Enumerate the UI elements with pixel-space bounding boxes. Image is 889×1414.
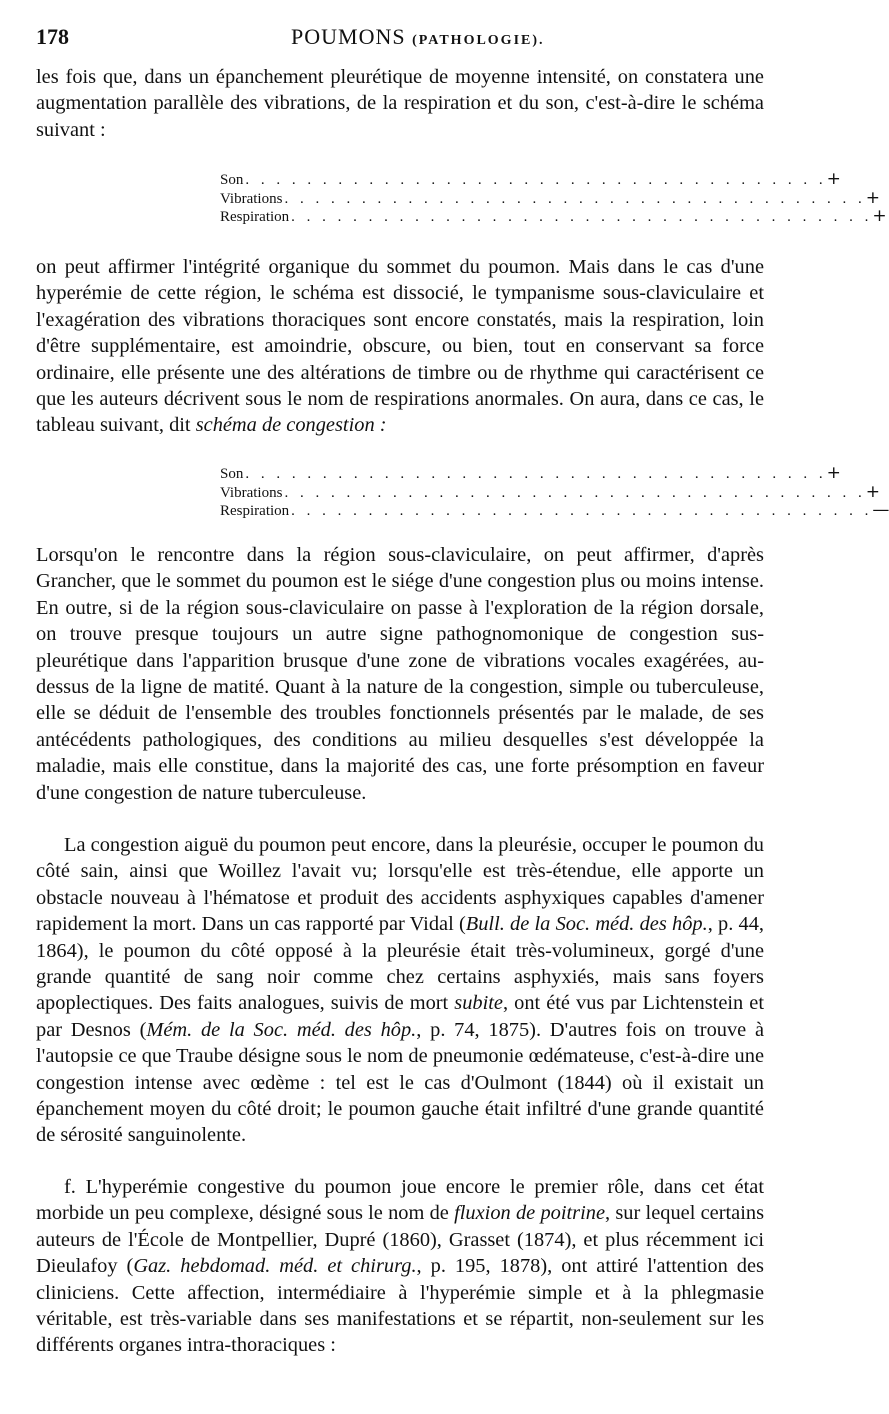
paragraph-text: , sur lequel certains auteurs de l'École de Montpellier, Dupré (1860), Grasset (1874), et plus récemment ici Dieulafoy ( bbox=[36, 1202, 764, 1278]
paragraph-hyperemia bbox=[36, 254, 764, 439]
paragraph-acute-congestion bbox=[36, 832, 764, 1149]
schema-row bbox=[220, 500, 889, 520]
paragraph-emphasis: schéma de congestion : bbox=[195, 414, 387, 437]
schema-sign: + bbox=[872, 206, 887, 226]
leader-dots: . . . . . . . . . . . . . . . . . . . . . . . . . . . . . . . . . . . . . . bbox=[245, 172, 827, 188]
paragraph-text: on peut affirmer l'intégrité organique du sommet du poumon. Mais dans le cas d'une hyperémie de cette région, le schéma est dissocié, le tympanisme sous-claviculaire et l'exagération des vibrations thoraciques sont encore constatés, mais la respiration, loin d'être supplémentaire, est amoindrie, obscure, ou bien, tout en conservant sa force ordinaire, elle présente une des altérations de timbre ou de rhythme qui caractérisent ce que les auteurs décrivent sous le nom de respirations anormales. On aura, dans ce cas, le tableau suivant, dit bbox=[36, 256, 764, 437]
running-head-subtitle: (PATHOLOGIE). bbox=[412, 33, 545, 48]
leader-dots: . . . . . . . . . . . . . . . . . . . . . . . . . . . . . . . . . . . . . . bbox=[291, 209, 873, 225]
leader-dots: . . . . . . . . . . . . . . . . . . . . . . . . . . . . . . . . . . . . . . bbox=[245, 466, 827, 482]
schema-sign: + bbox=[865, 481, 880, 502]
schema-normal bbox=[220, 169, 887, 226]
paragraph-text: , p. 74, 1875). D'autres fois on trouve à l'autopsie ce que Traube désigne sous le nom de pneumonie œdémateuse, c'est-à-dire une congestion intense avec œdème : tel est le cas d'Oulmont (1844) où il existait un épanchement moyen du côté droit; le poumon gauche était infiltré d'une grande quantité de sérosité sanguinolente. bbox=[36, 1018, 764, 1147]
schema-row bbox=[220, 206, 887, 226]
paragraph-text: f. L'hyperémie congestive du poumon joue encore le premier rôle, dans cet état morbide un peu complexe, désigné sous le nom de bbox=[36, 1176, 764, 1225]
running-head bbox=[291, 24, 545, 50]
paragraph-congestion-site: Lorsqu'on le rencontre dans la région sous-claviculaire, on peut affirmer, d'après Grancher, que le sommet du poumon est le siége d'une congestion plus ou moins intense. En outre, si de la région sous-claviculaire on passe à l'exploration de la région dorsale, on trouve presque toujours un autre signe pathognomonique de congestion sus-pleurétique dans l'apparition brusque d'une zone de vibrations vocales exagérées, au-dessus de la ligne de matité. Quant à la nature de la congestion, simple ou tuberculeuse, elle se déduit de l'ensemble des troubles fonctionnels présentés par le malade, de ses antécédents pathologiques, des conditions au milieu desquelles s'est développée la maladie, mais elle constitue, dans la majorité des cas, une forte présomption en faveur d'une congestion de nature tuberculeuse. bbox=[36, 544, 764, 804]
leader-dots: . . . . . . . . . . . . . . . . . . . . . . . . . . . . . . . . . . . . . . bbox=[284, 190, 866, 207]
schema-label: Respiration bbox=[220, 209, 290, 225]
schema-row bbox=[220, 187, 880, 208]
paragraph-text: , ont été vus par Lichtenstein et par Desnos ( bbox=[36, 992, 764, 1041]
running-head-title: POUMONS bbox=[291, 24, 406, 49]
schema-sign: + bbox=[826, 169, 841, 189]
citation-title: Mém. de la Soc. méd. des hôp. bbox=[146, 1018, 417, 1041]
paragraph-fluxion bbox=[36, 1174, 764, 1359]
schema-row bbox=[220, 463, 841, 483]
paragraph-emphasis: fluxion de poitrine bbox=[454, 1202, 606, 1225]
schema-label: Vibrations bbox=[220, 484, 283, 501]
paragraph-emphasis: subite bbox=[454, 992, 503, 1015]
paragraph-intro: les fois que, dans un épanchement pleurétique de moyenne intensité, on constatera une augmentation parallèle des vibrations, de la respiration et du son, c'est-à-dire le schéma suivant : bbox=[36, 66, 764, 141]
schema-congestion bbox=[220, 463, 889, 520]
citation-title: Bull. de la Soc. méd. des hôp. bbox=[465, 913, 708, 936]
schema-row bbox=[220, 481, 880, 502]
page-header bbox=[36, 24, 764, 52]
schema-label: Vibrations bbox=[220, 190, 283, 207]
schema-sign: + bbox=[865, 187, 880, 208]
leader-dots: . . . . . . . . . . . . . . . . . . . . . . . . . . . . . . . . . . . . . . bbox=[291, 503, 873, 519]
schema-label: Respiration bbox=[220, 503, 290, 519]
paragraph-text: La congestion aiguë du poumon peut encore, dans la pleurésie, occuper le poumon du côté sain, ainsi que Woillez l'avait vu; lorsqu'elle est très-étendue, elle apporte un obstacle nouveau à l'hématose et produit des accidents asphyxiques capables d'amener rapidement la mort. Dans un cas rapporté par Vidal ( bbox=[36, 834, 764, 936]
schema-sign: + bbox=[826, 463, 841, 483]
schema-sign: — bbox=[872, 500, 889, 520]
leader-dots: . . . . . . . . . . . . . . . . . . . . . . . . . . . . . . . . . . . . . . bbox=[284, 484, 866, 501]
citation-title: Gaz. hebdomad. méd. et chirurg. bbox=[133, 1255, 417, 1278]
page-number: 178 bbox=[36, 24, 69, 49]
paragraph-text: , p. 195, 1878), ont attiré l'attention des cliniciens. Cette affection, intermédiaire à l'hyperémie simple et à la phlegmasie véritable, est très-variable dans ses manifestations et se répartit, non-seulement sur les différents organes intra-thoraciques : bbox=[36, 1255, 764, 1357]
paragraph-text: , p. 44, 1864), le poumon du côté opposé à la pleurésie était très-volumineux, gorgé d'une grande quantité de sang noir comme chez certains asphyxiés, mais sans foyers apoplectiques. Des faits analogues, suivis de mort bbox=[36, 913, 764, 1015]
schema-label: Son bbox=[220, 466, 244, 482]
schema-row bbox=[220, 169, 841, 189]
schema-label: Son bbox=[220, 172, 244, 188]
